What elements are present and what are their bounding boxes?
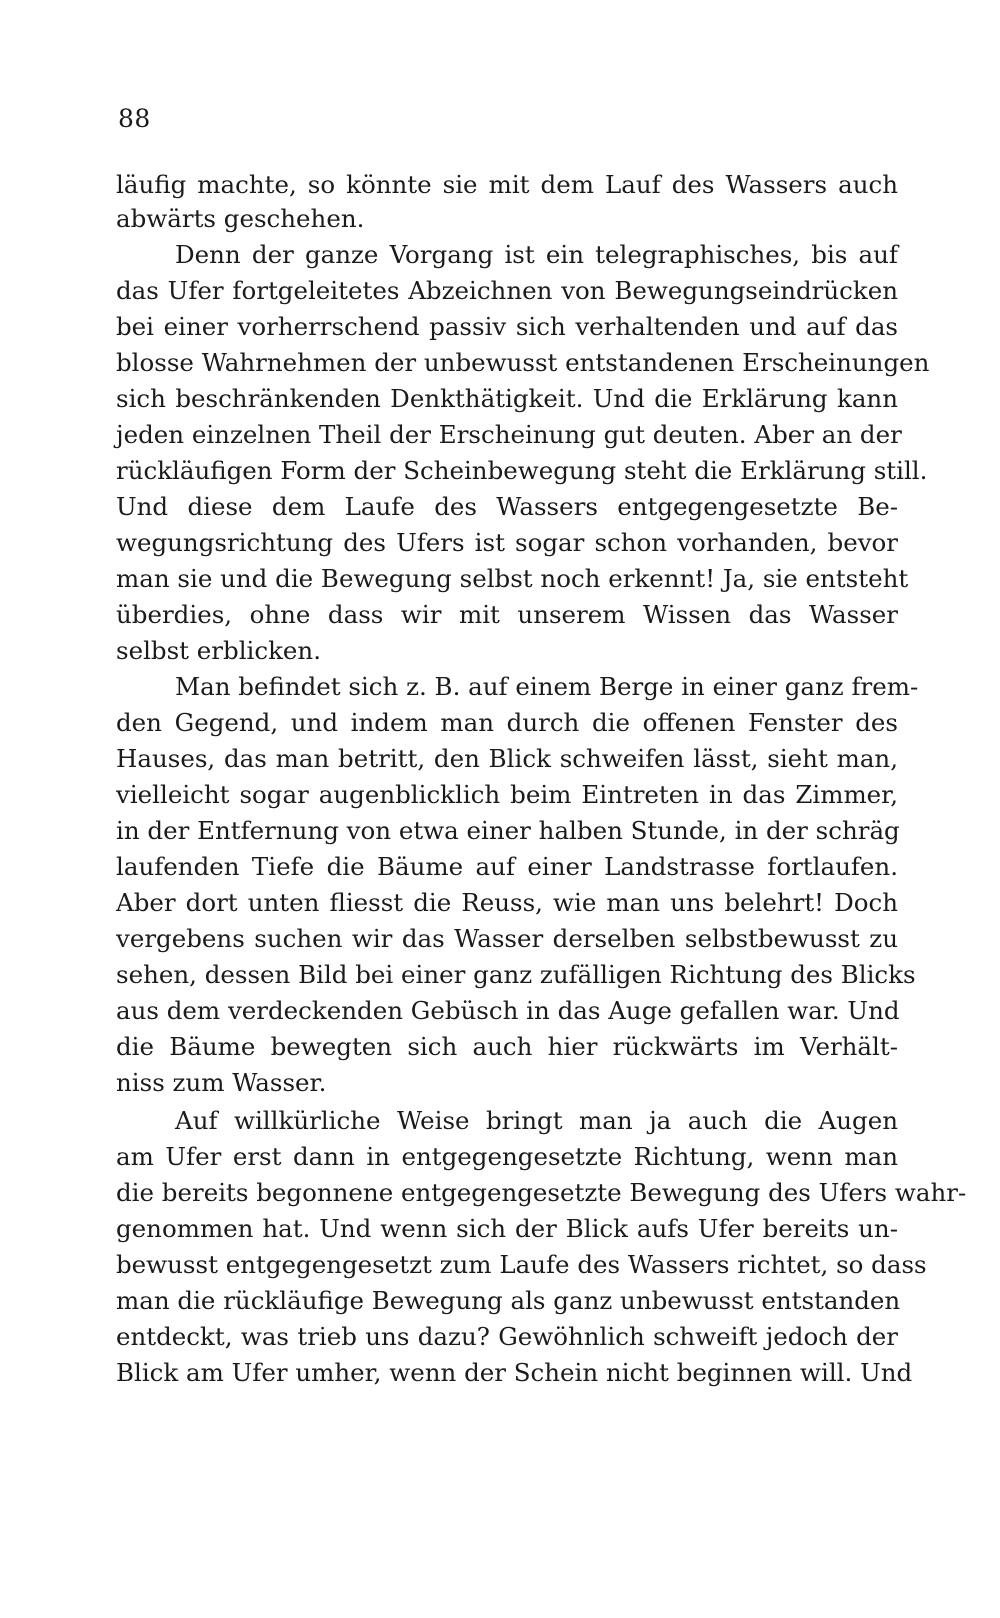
text-line: das Ufer fortgeleitetes Abzeichnen von Bewegungseindrücken <box>116 276 898 305</box>
text-line: überdies, ohne dass wir mit unserem Wissen das Wasser <box>116 600 898 629</box>
text-line: vergebens suchen wir das Wasser derselben selbstbewusst zu <box>116 924 898 953</box>
text-line: den Gegend, und indem man durch die offenen Fenster des <box>116 708 898 737</box>
text-line: die bereits begonnene entgegengesetzte Bewegung des Ufers wahr- <box>116 1178 967 1207</box>
paragraph-first-line: Denn der ganze Vorgang ist ein telegraphisches, bis auf <box>175 240 898 269</box>
text-line: wegungsrichtung des Ufers ist sogar schon vorhanden, bevor <box>116 528 898 557</box>
page-number: 88 <box>118 104 151 133</box>
text-line: Blick am Ufer umher, wenn der Schein nicht beginnen will. Und <box>116 1358 913 1387</box>
text-line: genommen hat. Und wenn sich der Blick aufs Ufer bereits un- <box>116 1214 898 1243</box>
text-line: sich beschränkenden Denkthätigkeit. Und die Erklärung kann <box>116 384 898 413</box>
text-line: man die rückläufige Bewegung als ganz unbewusst entstanden <box>116 1286 901 1315</box>
text-line: Und diese dem Laufe des Wassers entgegengesetzte Be- <box>116 492 898 521</box>
text-line: laufenden Tiefe die Bäume auf einer Landstrasse fortlaufen. <box>116 852 898 881</box>
text-line: in der Entfernung von etwa einer halben Stunde, in der schräg <box>116 816 900 845</box>
text-line: man sie und die Bewegung selbst noch erkennt! Ja, sie entsteht <box>116 564 909 593</box>
text-line: blosse Wahrnehmen der unbewusst entstandenen Erscheinungen <box>116 348 930 377</box>
text-line: bewusst entgegengesetzt zum Laufe des Wassers richtet, so dass <box>116 1250 927 1279</box>
text-line: rückläufigen Form der Scheinbewegung steht die Erklärung still. <box>116 456 928 485</box>
text-line: jeden einzelnen Theil der Erscheinung gut deuten. Aber an der <box>116 420 902 449</box>
text-line: sehen, dessen Bild bei einer ganz zufälligen Richtung des Blicks <box>116 960 916 989</box>
paragraph-first-line: Auf willkürliche Weise bringt man ja auch die Augen <box>175 1106 898 1135</box>
text-line: selbst erblicken. <box>116 636 321 665</box>
text-line: vielleicht sogar augenblicklich beim Eintreten in das Zimmer, <box>116 780 898 809</box>
text-line: bei einer vorherrschend passiv sich verhaltenden und auf das <box>116 312 898 341</box>
text-line: aus dem verdeckenden Gebüsch in das Auge gefallen war. Und <box>116 996 900 1025</box>
text-line: Hauses, das man betritt, den Blick schweifen lässt, sieht man, <box>116 744 898 773</box>
text-line: läufig machte, so könnte sie mit dem Lauf des Wassers auch <box>116 170 898 199</box>
text-line: Aber dort unten fliesst die Reuss, wie man uns belehrt! Doch <box>116 888 898 917</box>
text-line: die Bäume bewegten sich auch hier rückwärts im Verhält- <box>116 1032 898 1061</box>
text-line: am Ufer erst dann in entgegengesetzte Richtung, wenn man <box>116 1142 898 1171</box>
text-line: entdeckt, was trieb uns dazu? Gewöhnlich schweift jedoch der <box>116 1322 898 1351</box>
paragraph-first-line: Man befindet sich z. B. auf einem Berge in einer ganz frem- <box>175 672 919 701</box>
text-line: abwärts geschehen. <box>116 204 365 233</box>
text-line: niss zum Wasser. <box>116 1068 327 1097</box>
